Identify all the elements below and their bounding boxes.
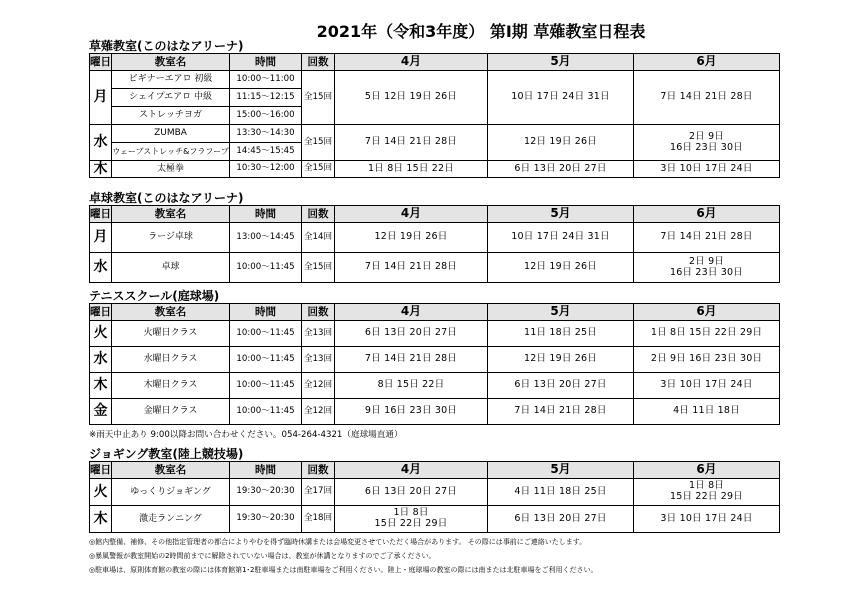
dates-april: 7日 14日 21日 28日 bbox=[335, 125, 488, 161]
dates-june: 1日 8日 15日 22日 29日 bbox=[634, 321, 780, 347]
dates-june: 3日 10日 17日 24日 bbox=[634, 506, 780, 533]
dates-line: 1日 8日 bbox=[393, 507, 429, 519]
session-count: 全18回 bbox=[302, 506, 335, 533]
header-day: 曜日 bbox=[90, 206, 112, 223]
table-row bbox=[90, 347, 780, 373]
day-cell: 月 bbox=[90, 71, 112, 125]
day-cell: 火 bbox=[90, 479, 112, 506]
header-june: 6月 bbox=[634, 206, 780, 223]
class-time: 13:00～14:45 bbox=[230, 223, 302, 253]
header-count: 回数 bbox=[302, 206, 335, 223]
dates-april: 6日 13日 20日 27日 bbox=[335, 479, 488, 506]
header-time: 時間 bbox=[230, 462, 302, 479]
session-count: 全17回 bbox=[302, 479, 335, 506]
dates-may: 10日 17日 24日 31日 bbox=[488, 71, 634, 125]
day-cell: 金 bbox=[90, 399, 112, 425]
header-count: 回数 bbox=[302, 462, 335, 479]
table-row bbox=[90, 125, 780, 143]
day-cell: 水 bbox=[90, 125, 112, 161]
dates-june: 7日 14日 21日 28日 bbox=[634, 71, 780, 125]
table-row bbox=[90, 506, 780, 533]
dates-june: 2日 9日 16日 23日 30日 bbox=[634, 347, 780, 373]
table-row bbox=[90, 71, 780, 89]
table-row bbox=[90, 399, 780, 425]
class-name: ビギナーエアロ 初級 bbox=[112, 71, 230, 89]
footnote: ◎駐車場は、原則体育館の教室の際には体育館第1･2駐車場または南駐車場をご利用ください。陸上・庭球場の教室の際には南または北駐車場をご利用ください。 bbox=[89, 566, 598, 574]
table-row bbox=[90, 373, 780, 399]
class-time: 10:30～12:00 bbox=[230, 161, 302, 178]
dates-june: 3日 10日 17日 24日 bbox=[634, 373, 780, 399]
dates-june: 4日 11日 18日 bbox=[634, 399, 780, 425]
dates-may: 11日 18日 25日 bbox=[488, 321, 634, 347]
header-april: 4月 bbox=[335, 462, 488, 479]
dates-may: 12日 19日 26日 bbox=[488, 253, 634, 283]
header-time: 時間 bbox=[230, 206, 302, 223]
dates-april: 8日 15日 22日 bbox=[335, 373, 488, 399]
class-time: 10:00～11:45 bbox=[230, 321, 302, 347]
day-cell: 木 bbox=[90, 373, 112, 399]
day-cell: 水 bbox=[90, 253, 112, 283]
table-row bbox=[90, 479, 780, 506]
dates-line: 15日 22日 29日 bbox=[669, 491, 743, 502]
footnote: ◎暴風警報が教室開始の2時間前までに解除されていない場合は、教室が休講となりますのでご了承ください。 bbox=[89, 552, 436, 560]
class-name: ストレッチヨガ bbox=[112, 107, 230, 125]
header-may: 5月 bbox=[488, 54, 634, 71]
class-name: 金曜日クラス bbox=[112, 399, 230, 425]
dates-may: 6日 13日 20日 27日 bbox=[488, 373, 634, 399]
class-time: 19:30～20:30 bbox=[230, 506, 302, 533]
dates-june: 3日 10日 17日 24日 bbox=[634, 161, 780, 178]
dates-april: 7日 14日 21日 28日 bbox=[335, 347, 488, 373]
dates-april: 1日 8日 15日 22日 bbox=[335, 161, 488, 178]
dates-june bbox=[634, 253, 780, 283]
schedule-table-kusanagi bbox=[89, 53, 780, 178]
class-name: 太極拳 bbox=[112, 161, 230, 178]
class-time: 19:30～20:30 bbox=[230, 479, 302, 506]
dates-may: 7日 14日 21日 28日 bbox=[488, 399, 634, 425]
header-count: 回数 bbox=[302, 54, 335, 71]
dates-may: 12日 19日 26日 bbox=[488, 347, 634, 373]
session-count: 全13回 bbox=[302, 321, 335, 347]
section-title-tennis: テニススクール(庭球場) bbox=[89, 289, 220, 303]
dates-april: 9日 16日 23日 30日 bbox=[335, 399, 488, 425]
header-april: 4月 bbox=[335, 304, 488, 321]
tennis-rain-note: ※雨天中止あり 9:00以降お問い合わせください。054-264-4321（庭球場直通） bbox=[89, 430, 403, 440]
session-count: 全15回 bbox=[302, 71, 335, 125]
session-count: 全15回 bbox=[302, 253, 335, 283]
dates-line: 16日 23日 30日 bbox=[669, 266, 743, 278]
dates-may: 10日 17日 24日 31日 bbox=[488, 223, 634, 253]
class-time: 10:00～11:45 bbox=[230, 347, 302, 373]
schedule-table-jogging bbox=[89, 461, 780, 533]
header-row bbox=[90, 206, 780, 223]
page-title: 2021年（令和3年度） 第Ⅰ期 草薙教室日程表 bbox=[316, 22, 646, 41]
class-name: 木曜日クラス bbox=[112, 373, 230, 399]
header-june: 6月 bbox=[634, 54, 780, 71]
class-name: 卓球 bbox=[112, 253, 230, 283]
class-time: 10:00～11:45 bbox=[230, 253, 302, 283]
dates-june bbox=[634, 125, 780, 161]
table-row bbox=[90, 253, 780, 283]
header-row bbox=[90, 462, 780, 479]
section-title-jogging: ジョギング教室(陸上競技場) bbox=[89, 447, 244, 461]
class-name: ZUMBA bbox=[112, 125, 230, 143]
header-day: 曜日 bbox=[90, 304, 112, 321]
class-time: 10:00～11:45 bbox=[230, 399, 302, 425]
session-count: 全15回 bbox=[302, 125, 335, 161]
header-day: 曜日 bbox=[90, 54, 112, 71]
day-cell: 水 bbox=[90, 347, 112, 373]
session-count: 全15回 bbox=[302, 161, 335, 178]
section-title-kusanagi: 草薙教室(このはなアリーナ) bbox=[89, 39, 244, 53]
class-name: ウェーブストレッチ&フラフープ bbox=[112, 143, 230, 161]
session-count: 全12回 bbox=[302, 373, 335, 399]
header-may: 5月 bbox=[488, 462, 634, 479]
header-row bbox=[90, 54, 780, 71]
day-cell: 月 bbox=[90, 223, 112, 253]
header-name: 教室名 bbox=[112, 54, 230, 71]
header-name: 教室名 bbox=[112, 462, 230, 479]
class-name: シェイプエアロ 中級 bbox=[112, 89, 230, 107]
session-count: 全14回 bbox=[302, 223, 335, 253]
dates-may: 6日 13日 20日 27日 bbox=[488, 161, 634, 178]
dates-april: 5日 12日 19日 26日 bbox=[335, 71, 488, 125]
dates-may: 6日 13日 20日 27日 bbox=[488, 506, 634, 533]
class-name: 激走ランニング bbox=[112, 506, 230, 533]
class-time: 13:30～14:30 bbox=[230, 125, 302, 143]
table-row bbox=[90, 223, 780, 253]
dates-june bbox=[634, 479, 780, 506]
header-name: 教室名 bbox=[112, 206, 230, 223]
header-row bbox=[90, 304, 780, 321]
header-may: 5月 bbox=[488, 206, 634, 223]
table-row bbox=[90, 161, 780, 178]
class-time: 14:45～15:45 bbox=[230, 143, 302, 161]
dates-may: 4日 11日 18日 25日 bbox=[488, 479, 634, 506]
dates-april bbox=[335, 506, 488, 533]
dates-line: 16日 23日 30日 bbox=[669, 141, 743, 153]
session-count: 全13回 bbox=[302, 347, 335, 373]
dates-april: 12日 19日 26日 bbox=[335, 223, 488, 253]
session-count: 全12回 bbox=[302, 399, 335, 425]
header-june: 6月 bbox=[634, 304, 780, 321]
class-time: 10:00～11:00 bbox=[230, 71, 302, 89]
header-april: 4月 bbox=[335, 54, 488, 71]
class-name: ゆっくりジョギング bbox=[112, 479, 230, 506]
day-cell: 木 bbox=[90, 161, 112, 178]
dates-june: 7日 14日 21日 28日 bbox=[634, 223, 780, 253]
class-name: 火曜日クラス bbox=[112, 321, 230, 347]
class-time: 11:15～12:15 bbox=[230, 89, 302, 107]
class-name: ラージ卓球 bbox=[112, 223, 230, 253]
header-may: 5月 bbox=[488, 304, 634, 321]
dates-april: 6日 13日 20日 27日 bbox=[335, 321, 488, 347]
class-time: 15:00～16:00 bbox=[230, 107, 302, 125]
header-time: 時間 bbox=[230, 54, 302, 71]
schedule-table-tennis bbox=[89, 303, 780, 425]
schedule-table-table-tennis bbox=[89, 205, 780, 283]
day-cell: 火 bbox=[90, 321, 112, 347]
header-june: 6月 bbox=[634, 462, 780, 479]
dates-april: 7日 14日 21日 28日 bbox=[335, 253, 488, 283]
dates-line: 1日 8日 bbox=[688, 480, 725, 492]
header-april: 4月 bbox=[335, 206, 488, 223]
header-time: 時間 bbox=[230, 304, 302, 321]
dates-line: 2日 9日 bbox=[688, 255, 725, 267]
dates-line: 15日 22日 29日 bbox=[374, 518, 448, 529]
table-row bbox=[90, 321, 780, 347]
section-title-table-tennis: 卓球教室(このはなアリーナ) bbox=[89, 191, 244, 205]
class-time: 10:00～11:45 bbox=[230, 373, 302, 399]
header-count: 回数 bbox=[302, 304, 335, 321]
dates-line: 2日 9日 bbox=[688, 130, 725, 142]
day-cell: 木 bbox=[90, 506, 112, 533]
class-name: 水曜日クラス bbox=[112, 347, 230, 373]
footnote: ◎館内整備、補修、その他指定管理者の都合によりやむを得ず臨時休講または会場変更させていただく場合があります。 その際には事前にご連絡いたします。 bbox=[89, 538, 587, 546]
header-day: 曜日 bbox=[90, 462, 112, 479]
header-name: 教室名 bbox=[112, 304, 230, 321]
dates-may: 12日 19日 26日 bbox=[488, 125, 634, 161]
